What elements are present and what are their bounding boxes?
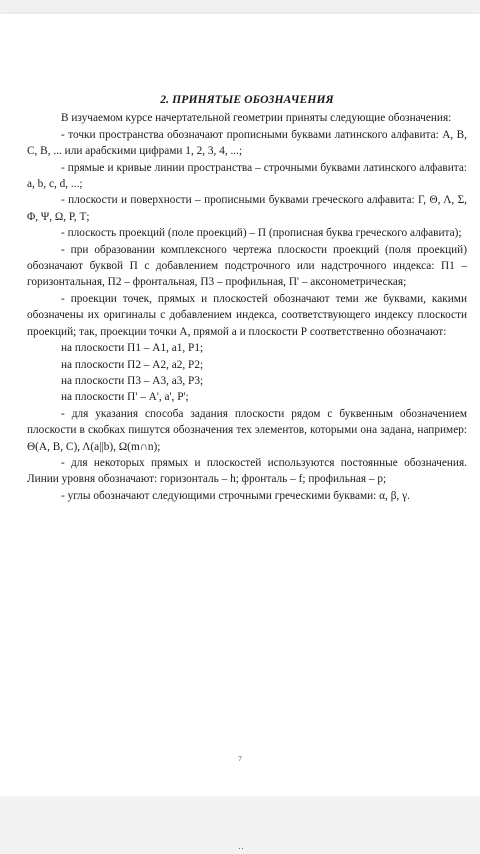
planes-paragraph: - плоскости и поверхности – прописными буквами греческого алфавита: Г, Θ, Λ, Σ, Φ, Ψ, Ω, Р, Т; <box>27 194 467 223</box>
constant-paragraph: - для некоторых прямых и плоскостей используются постоянные обозначения. Линии уровня обозначают: горизонталь – h; фронталь – f; профильная – p; <box>27 456 467 486</box>
next-page-area <box>0 796 480 854</box>
angles-paragraph: - углы обозначают следующими строчными греческими буквами: α, β, γ. <box>61 489 410 502</box>
page-content <box>27 92 467 504</box>
points-paragraph: - точки пространства обозначают прописными буквами латинского алфавита: A, B, C, B, ... или арабскими цифрами 1, 2, 3, 4, ...; <box>27 128 467 158</box>
dots-icon <box>238 848 244 854</box>
complex-drawing-paragraph: - при образовании комплексного чертежа плоскости проекций (поля проекций) обозначают буквой П с добавлением подстрочного или надстрочного индекса: П1 – горизонтальная, П2 – фронтальная, П3 – профильная, П' – аксонометрическая; <box>27 243 467 289</box>
projections-paragraph: - проекции точек, прямых и плоскостей обозначают теми же буквами, какими обозначены их оригиналы с добавлением индекса, соответствующего индексу плоскости проекций; так, проекции точки А, прямой а и плоскости Р соответственно обозначают: <box>27 292 467 338</box>
document-page <box>0 14 480 796</box>
list-item: на плоскости П1 – А1, а1, Р1; <box>61 342 204 355</box>
lines-paragraph: - прямые и кривые линии пространства – строчными буквами латинского алфавита: a, b, c, d, ...; <box>27 161 467 191</box>
list-item: на плоскости П2 – А2, а2, Р2; <box>61 358 204 371</box>
intro-paragraph: В изучаемом курсе начертательной геометрии приняты следующие обозначения: <box>61 112 452 125</box>
projection-plane-paragraph: - плоскость проекций (поле проекций) – П (прописная буква греческого алфавита); <box>61 227 462 240</box>
section-title: 2. ПРИНЯТЫЕ ОБОЗНАЧЕНИЯ <box>160 93 334 106</box>
list-item: на плоскости П' – А', а', Р'; <box>61 391 189 404</box>
assignment-paragraph: - для указания способа задания плоскости рядом с буквенным обозначением плоскости в скобках пишутся обозначения тех элементов, которыми она задана, например: Θ(А, В, С), Λ(а||b), Ω(m∩n); <box>27 407 467 453</box>
page-number: 7 <box>238 755 242 763</box>
list-item: на плоскости П3 – А3, а3, Р3; <box>61 374 204 387</box>
